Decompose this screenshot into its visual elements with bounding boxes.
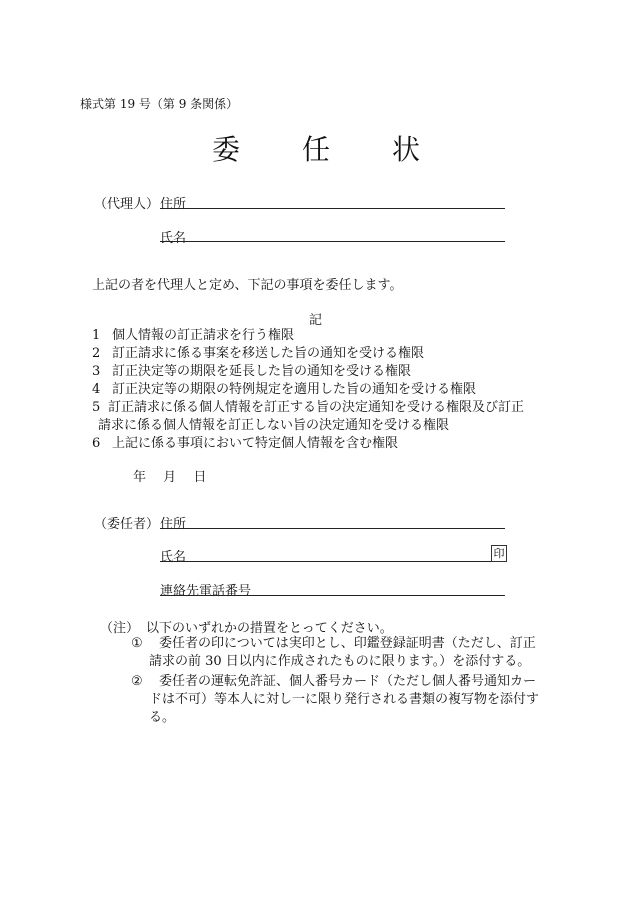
document-title	[212, 128, 420, 168]
title-char-2: 任	[301, 133, 330, 166]
item-number: 5	[92, 400, 101, 415]
delegated-items-list	[92, 327, 524, 453]
principal-phone-line[interactable]	[160, 595, 505, 596]
list-item	[92, 363, 524, 381]
list-item	[92, 327, 524, 345]
date-day: 日	[193, 470, 207, 485]
date-month: 月	[163, 470, 177, 485]
item-text: 訂正決定等の期限の特例規定を適用した旨の通知を受ける権限	[112, 382, 477, 397]
item-text: 訂正請求に係る個人情報を訂正する旨の決定通知を受ける権限及び訂正	[107, 400, 524, 415]
agent-label: （代理人）	[94, 197, 160, 212]
delegation-statement: 上記の者を代理人と定め、下記の事項を委任します。	[92, 278, 403, 293]
note-text: 委任者の運転免許証、個人番号カード（ただし個人番号通知カー	[159, 674, 537, 689]
note-text-continuation: る。	[149, 710, 176, 725]
agent-name-label: 氏名	[160, 231, 187, 246]
note-mark: ①	[131, 636, 143, 651]
item-text: 訂正請求に係る事案を移送した旨の通知を受ける権限	[112, 346, 425, 361]
item-number: 1	[92, 328, 101, 343]
form-number: 様式第 19 号（第 9 条関係）	[80, 97, 239, 111]
principal-label: （委任者）	[94, 517, 160, 532]
note-item-1	[131, 635, 536, 671]
list-item	[92, 381, 524, 399]
item-number: 3	[92, 364, 101, 379]
note-mark: ②	[131, 674, 143, 689]
principal-address-line[interactable]	[160, 528, 505, 529]
item-text: 訂正決定等の期限を延長した旨の通知を受ける権限	[112, 364, 412, 379]
date-year: 年	[133, 470, 147, 485]
item-text: 上記に係る事項において特定個人情報を含む権限	[112, 436, 399, 451]
list-item	[92, 345, 524, 363]
note-text-continuation: 請求の前 30 日以内に作成されたものに限ります。）を添付する。	[149, 654, 531, 669]
note-item-2	[131, 673, 539, 727]
note-heading: 以下のいずれかの措置をとってください。	[146, 621, 393, 636]
agent-name-line[interactable]	[160, 241, 505, 242]
title-char-3: 状	[391, 133, 420, 166]
principal-name-label: 氏名	[160, 550, 187, 565]
item-number: 4	[92, 382, 101, 397]
note-label: （注）	[100, 621, 140, 636]
item-number: 6	[92, 436, 101, 451]
title-char-1: 委	[212, 133, 241, 166]
item-number: 2	[92, 346, 101, 361]
agent-address-line[interactable]	[160, 208, 505, 209]
principal-phone-label: 連絡先電話番号	[160, 584, 252, 599]
note-text: 委任者の印については実印とし、印鑑登録証明書（ただし、訂正	[159, 636, 536, 651]
principal-address-label: 住所	[160, 517, 187, 532]
list-item	[92, 399, 524, 417]
item-text-continuation: 請求に係る個人情報を訂正しない旨の決定通知を受ける権限	[98, 418, 450, 433]
agent-address-label: 住所	[160, 197, 187, 212]
item-text: 個人情報の訂正請求を行う権限	[112, 328, 295, 343]
note-text-continuation: ドは不可）等本人に対し一に限り発行される書類の複写物を添付す	[149, 692, 540, 707]
list-item	[92, 435, 524, 453]
ki-heading: 記	[309, 313, 323, 328]
principal-name-line[interactable]	[160, 561, 505, 562]
date-line[interactable]	[133, 466, 219, 485]
seal-mark: 印	[491, 545, 507, 562]
